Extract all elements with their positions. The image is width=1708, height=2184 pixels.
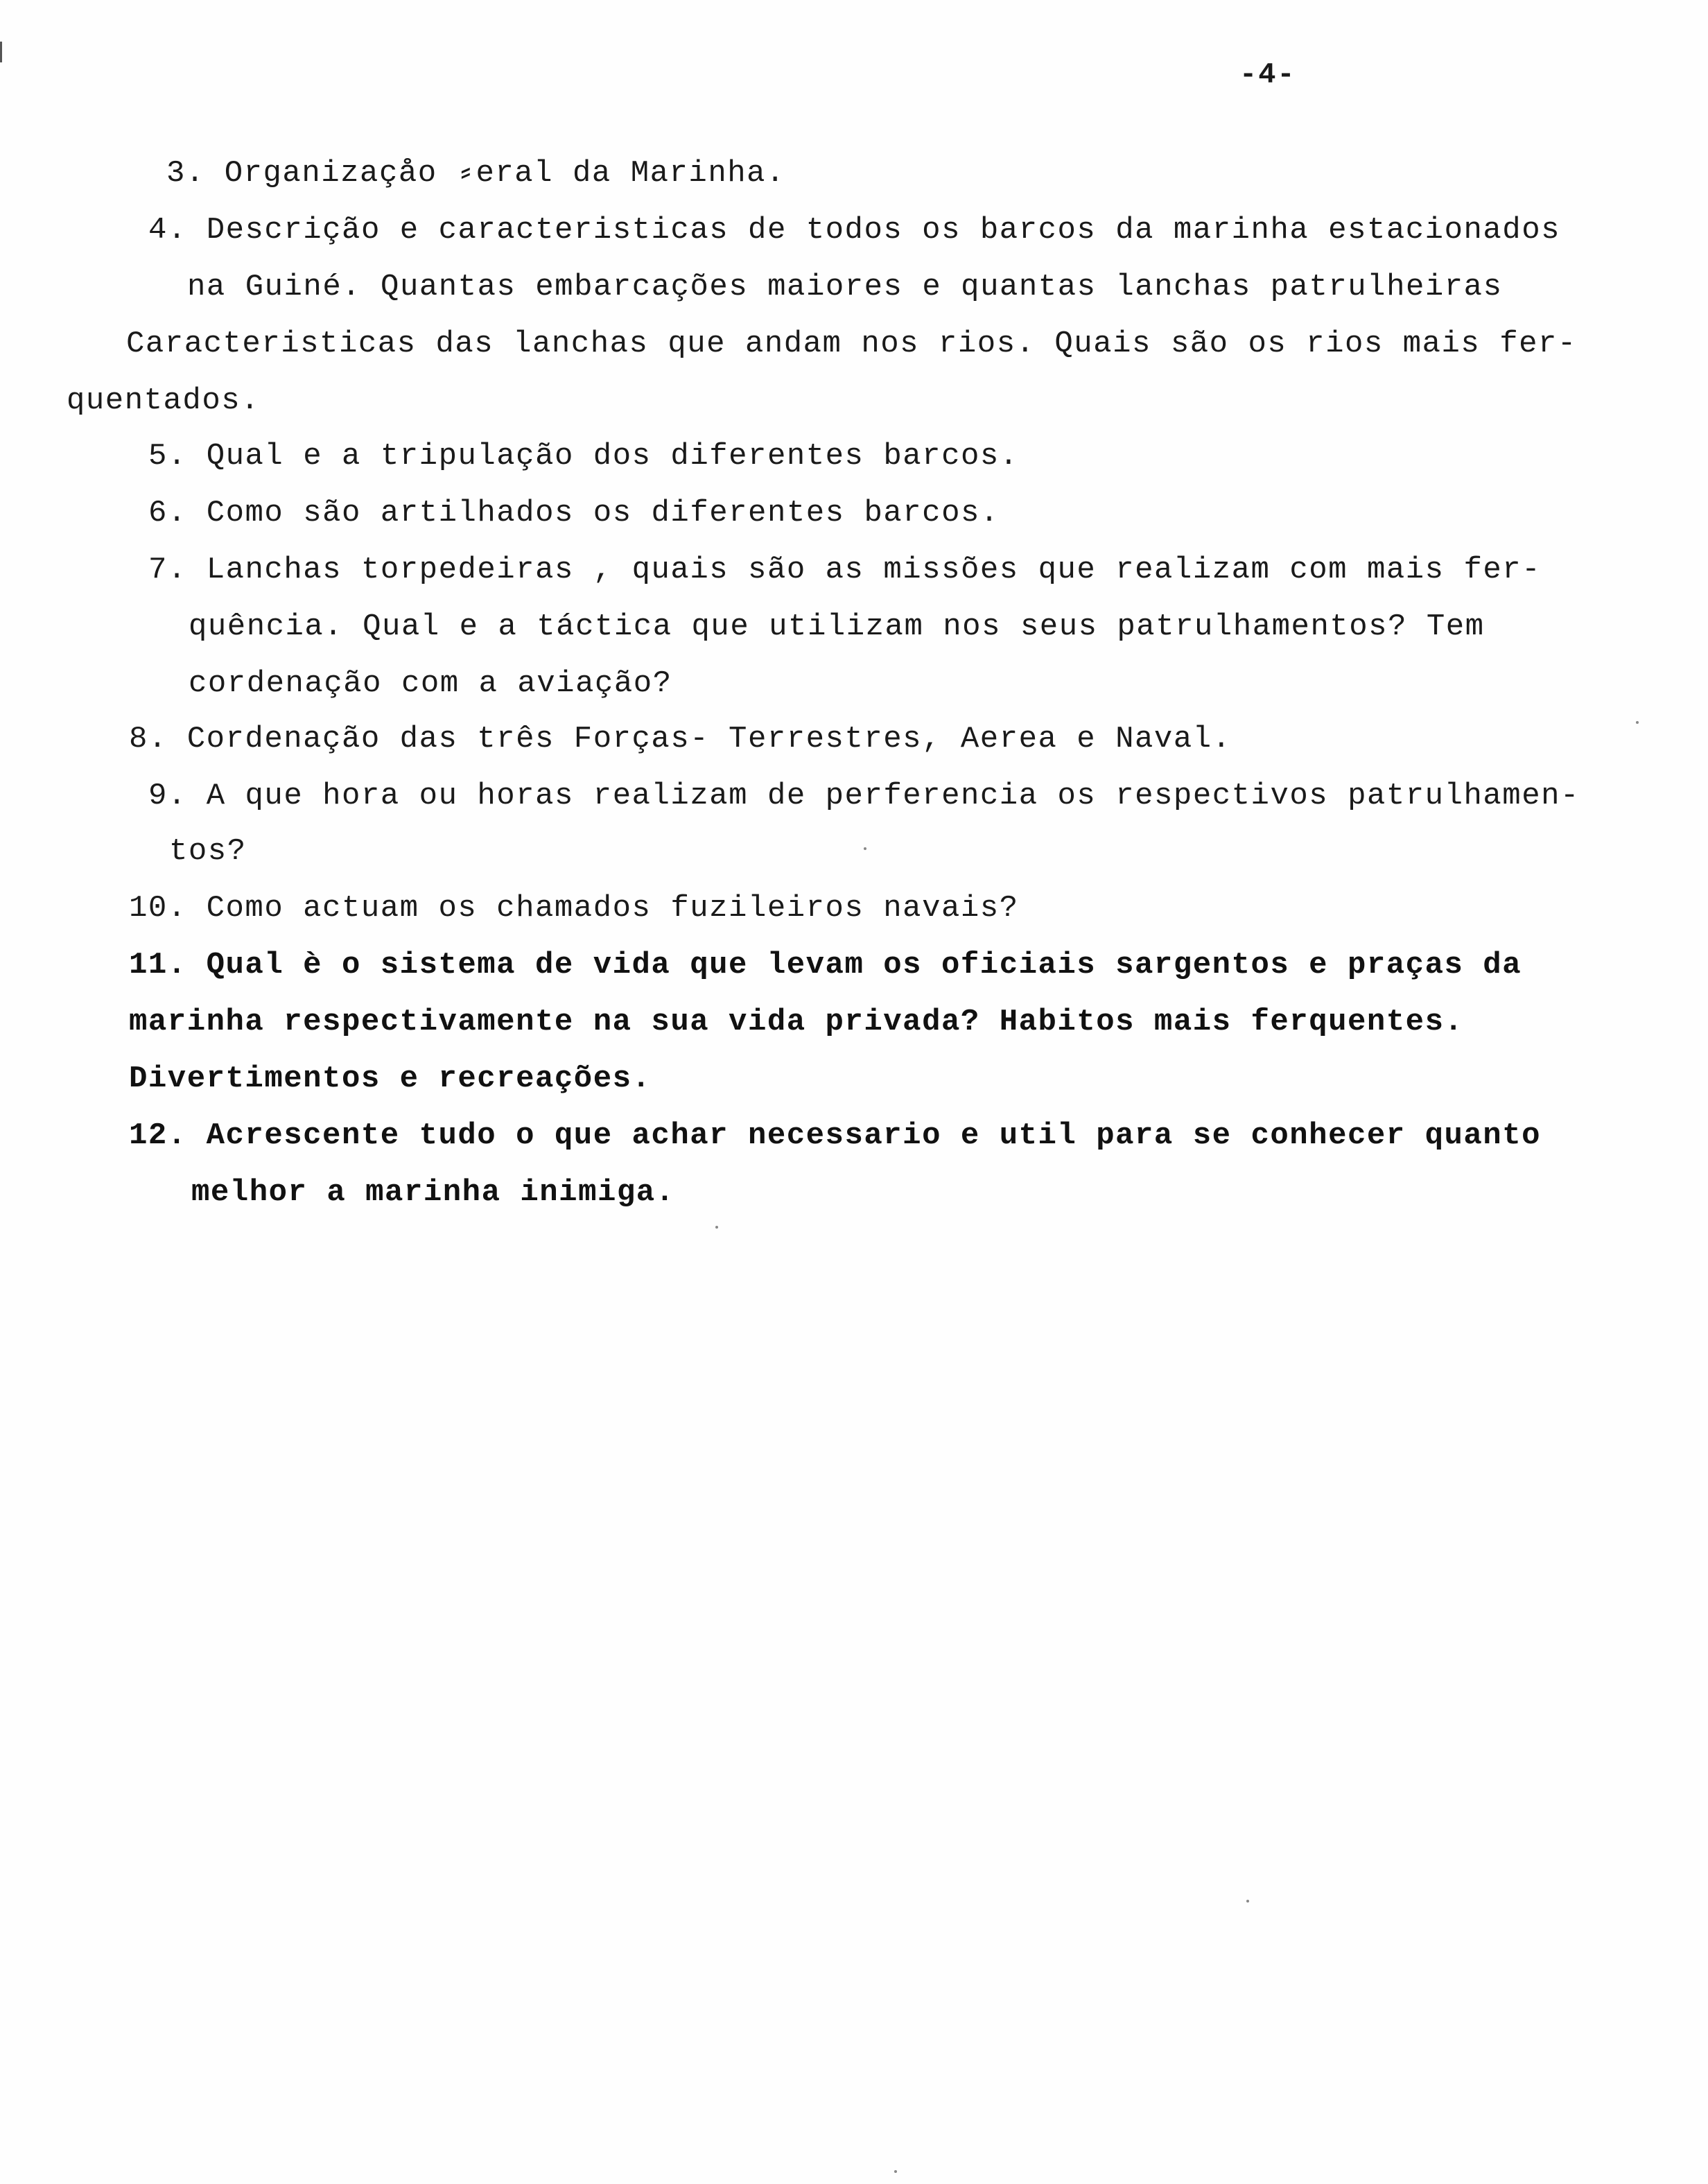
question-5-line-1: 5. Qual e a tripulação dos diferentes barcos.	[148, 439, 1019, 474]
scan-speck	[864, 847, 866, 850]
question-7-line-2: quência. Qual e a táctica que utilizam nos seus patrulhamentos? Tem	[189, 609, 1485, 644]
question-4-line-2: na Guiné. Quantas embarcações maiores e quantas lanchas patrulheiras	[187, 270, 1503, 304]
question-4-line-4: quentados.	[67, 383, 261, 418]
question-6-line-1: 6. Como são artilhados os diferentes barcos.	[148, 496, 1000, 530]
question-9-line-1: 9. A que hora ou horas realizam de perferencia os respectivos patrulhamen-	[148, 779, 1580, 813]
scan-edge-mark	[0, 42, 2, 62]
page-number: -4-	[1239, 58, 1296, 92]
question-4-line-3: Caracteristicas das lanchas que andam nos rios. Quais são os rios mais fer-	[126, 327, 1577, 361]
scan-speck	[1246, 1900, 1249, 1903]
scan-speck	[715, 1226, 718, 1229]
question-12-line-1: 12. Acrescente tudo o que achar necessario e util para se conhecer quanto	[129, 1118, 1542, 1153]
question-9-line-2: tos?	[169, 834, 247, 869]
question-4-line-1: 4. Descrição e caracteristicas de todos os barcos da marinha estacionados	[148, 213, 1561, 248]
question-8-line-1: 8. Cordenação das três Forças- Terrestres, Aerea e Naval.	[129, 722, 1232, 756]
scan-speck	[1636, 721, 1639, 724]
question-12-line-2: melhor a marinha inimiga.	[191, 1175, 675, 1210]
scan-speck	[894, 2170, 897, 2173]
question-7-line-1: 7. Lanchas torpedeiras , quais são as missões que realizam com mais fer-	[148, 553, 1542, 587]
question-11-line-2: marinha respectivamente na sua vida privada? Habitos mais ferquentes.	[129, 1005, 1464, 1039]
question-10-line-1: 10. Como actuam os chamados fuzileiros navais?	[129, 891, 1019, 926]
question-11-line-1: 11. Qual è o sistema de vida que levam os oficiais sargentos e praças da	[129, 948, 1522, 982]
question-7-line-3: cordenação com a aviação?	[189, 666, 672, 701]
question-11-line-3: Divertimentos e recreações.	[129, 1061, 652, 1096]
question-3-line-1: 3. Organizaçåo ⸗eral da Marinha.	[166, 156, 785, 191]
